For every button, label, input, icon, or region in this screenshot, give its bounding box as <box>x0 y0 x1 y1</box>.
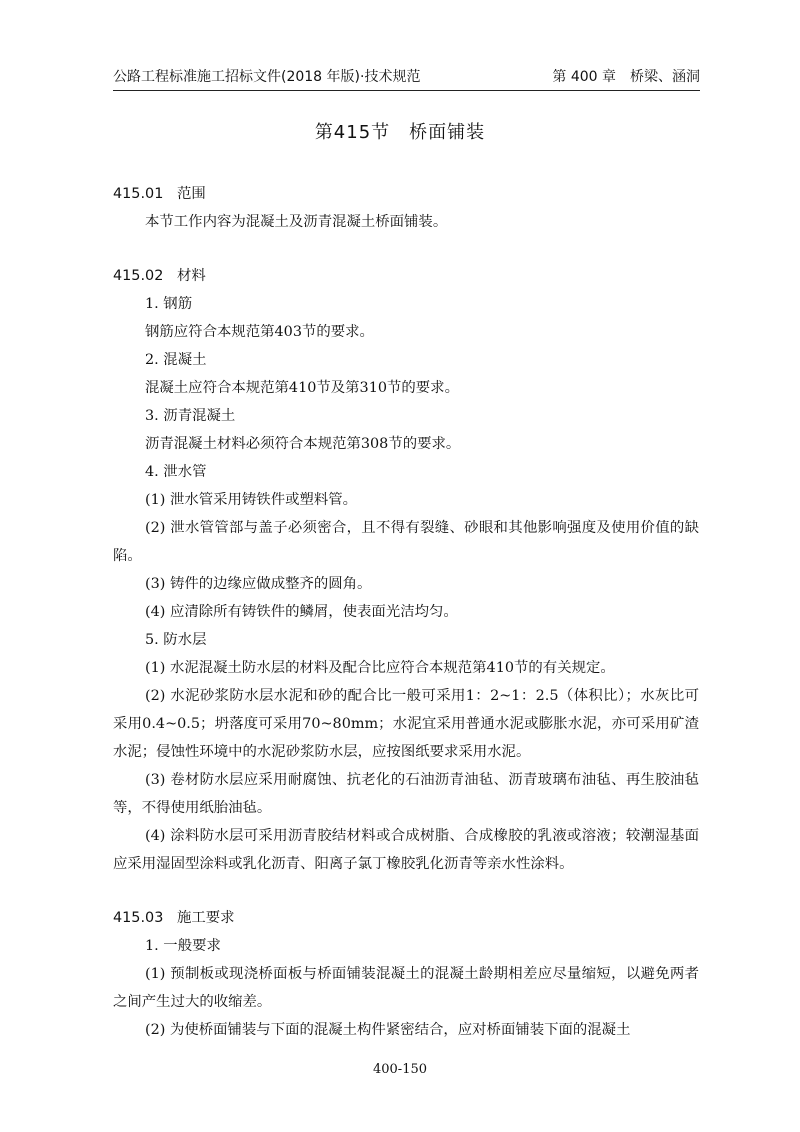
section-heading-text: 范围 <box>177 186 206 202</box>
paragraph: (2) 泄水管管部与盖子必须密合，且不得有裂缝、砂眼和其他影响强度及使用价值的缺陷。 <box>113 520 699 564</box>
section-heading-415-03 <box>113 904 699 932</box>
section-heading-415-01 <box>113 180 699 208</box>
paragraph: 本节工作内容为混凝土及沥青混凝土桥面铺装。 <box>145 214 448 230</box>
paragraph: 1. 一般要求 <box>145 938 221 954</box>
paragraph: (4) 应清除所有铸铁件的鳞屑，使表面光洁均匀。 <box>145 604 458 620</box>
paragraph: (1) 泄水管采用铸铁件或塑料管。 <box>145 492 358 508</box>
paragraph: (4) 涂料防水层可采用沥青胶结材料或合成树脂、合成橡胶的乳液或溶液；较潮湿基面应采用湿固型涂料或乳化沥青、阳离子氯丁橡胶乳化沥青等亲水性涂料。 <box>113 828 699 872</box>
header-doc-title: 公路工程标准施工招标文件(2018 年版)·技术规范 <box>113 69 421 85</box>
paragraph: (1) 预制板或现浇桥面板与桥面铺装混凝土的混凝土龄期相差应尽量缩短，以避免两者之间产生过大的收缩差。 <box>113 966 699 1010</box>
paragraph: 3. 沥青混凝土 <box>145 408 236 424</box>
page-number: 400-150 <box>372 1062 428 1077</box>
section-heading-text: 材料 <box>177 268 206 284</box>
section-heading-text: 施工要求 <box>177 910 235 926</box>
section-number: 415.03 <box>113 910 164 926</box>
paragraph: (3) 铸件的边缘应做成整齐的圆角。 <box>145 576 372 592</box>
paragraph: 5. 防水层 <box>145 632 207 648</box>
paragraph: 钢筋应符合本规范第403节的要求。 <box>145 324 374 340</box>
paragraph: 1. 钢筋 <box>145 296 193 312</box>
paragraph: 4. 泄水管 <box>145 464 207 480</box>
section-number: 415.02 <box>113 268 164 284</box>
paragraph: (3) 卷材防水层应采用耐腐蚀、抗老化的石油沥青油毡、沥青玻璃布油毡、再生胶油毡等，不得使用纸胎油毡。 <box>113 772 699 816</box>
paragraph: 沥青混凝土材料必须符合本规范第308节的要求。 <box>145 436 461 452</box>
section-heading-415-02 <box>113 262 699 290</box>
paragraph: 2. 混凝土 <box>145 352 207 368</box>
header-chapter: 第 400 章 桥梁、涵洞 <box>552 69 700 85</box>
paragraph: (2) 为使桥面铺装与下面的混凝土构件紧密结合，应对桥面铺装下面的混凝土 <box>145 1022 631 1038</box>
page-body <box>113 180 699 1044</box>
paragraph: (1) 水泥混凝土防水层的材料及配合比应符合本规范第410节的有关规定。 <box>145 660 615 676</box>
section-number: 415.01 <box>113 186 164 202</box>
running-header <box>113 58 700 91</box>
paragraph: 混凝土应符合本规范第410节及第310节的要求。 <box>145 380 459 396</box>
section-title: 第415节 桥面铺装 <box>314 122 486 143</box>
paragraph: (2) 水泥砂浆防水层水泥和砂的配合比一般可采用1：2~1：2.5（体积比）；水灰比可采用0.4~0.5；坍落度可采用70~80mm；水泥宜采用普通水泥或膨胀水泥，亦可采用矿渣水泥；侵蚀性环境中的水泥砂浆防水层，应按图纸要求采用水泥。 <box>113 688 699 760</box>
